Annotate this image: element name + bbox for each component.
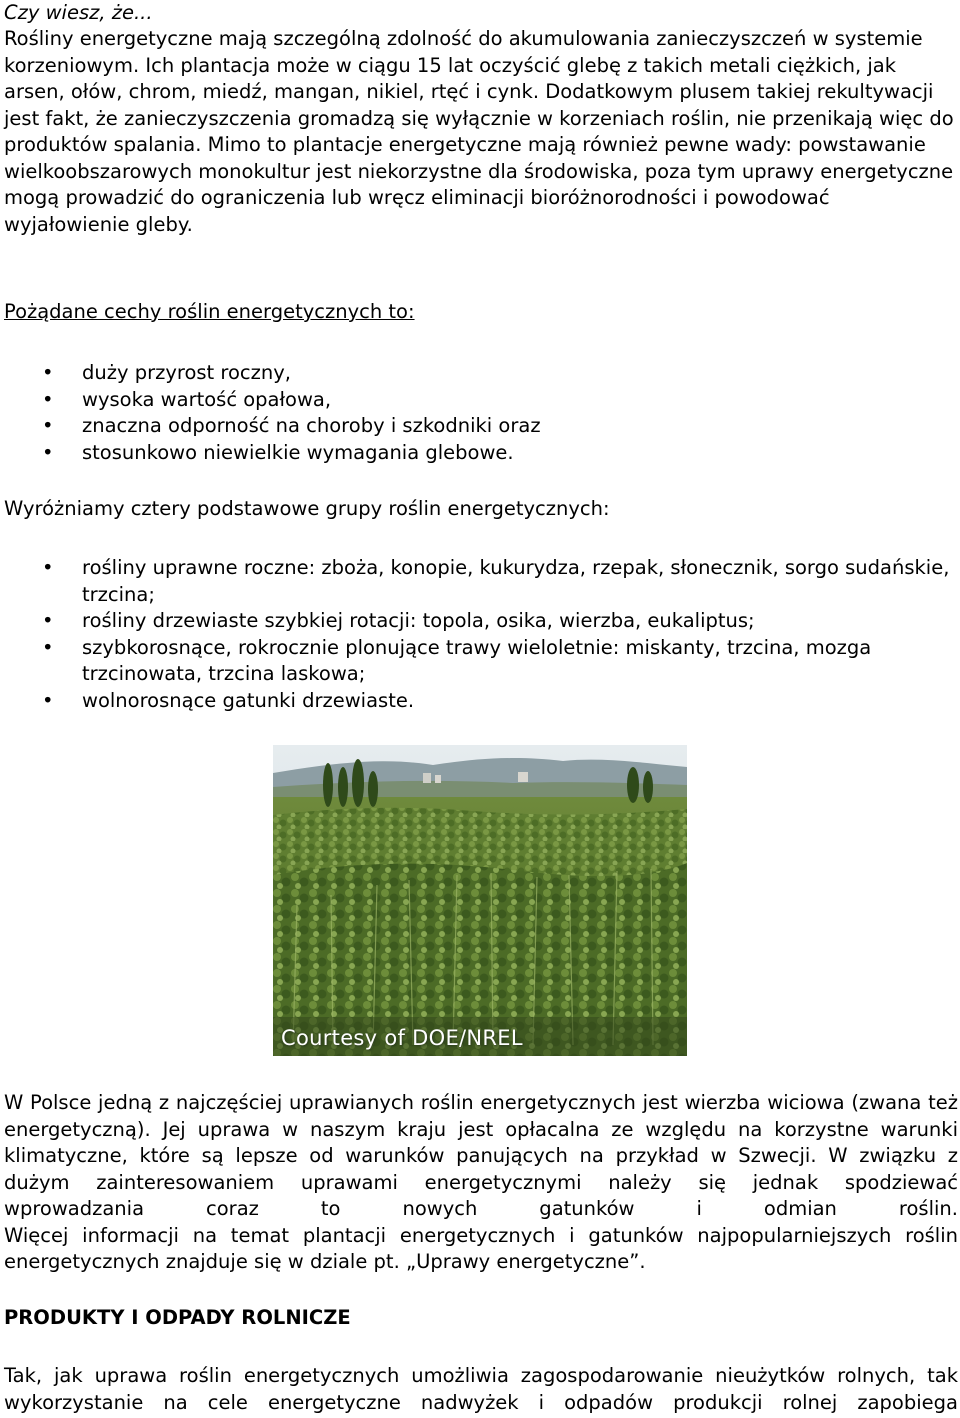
list-item [0, 688, 958, 715]
bullet-icon: • [42, 361, 54, 384]
products-paragraph-line1: Tak, jak uprawa roślin energetycznych umożliwia zagospodarowanie nieużytków rolnych, tak [4, 1364, 958, 1387]
did-you-know-heading: Czy wiesz, że... [4, 1, 153, 24]
bullet-icon: • [42, 440, 54, 464]
list-item-text: znaczna odporność na choroby i szkodniki oraz [82, 414, 541, 437]
list-item [0, 608, 958, 635]
products-paragraph [4, 1363, 958, 1416]
bullet-icon: • [42, 387, 54, 411]
bullet-icon: • [42, 556, 54, 579]
bullet-icon: • [42, 609, 54, 632]
features-heading: Pożądane cechy roślin energetycznych to: [4, 300, 415, 323]
products-heading: PRODUKTY I ODPADY ROLNICZE [4, 1306, 351, 1329]
list-item-text: szybkorosnące, rokrocznie plonujące trawy wieloletnie: miskanty, trzcina, mozga trzcinowata, trzcina laskowa; [82, 635, 872, 685]
list-item [0, 387, 958, 414]
intro-paragraph: Rośliny energetyczne mają szczególną zdolność do akumulowania zanieczyszczeń w systemie korzeniowym. Ich plantacja może w ciągu 15 lat oczyścić glebę z takich metali ciężkich, jak arsen, ołów, chrom, miedź, mangan, nikiel, rtęć i cynk. Dodatkowym plusem takiej rekultywacji jest fakt, że zanieczyszczenia gromadzą się wyłącznie w korzeniach roślin, nie przenikają więc do produktów spalania. Mimo to plantacje energetyczne mają również pewne wady: powstawanie wielkoobszarowych monokultur jest niekorzystne dla środowiska, poza tym uprawy energetyczne mogą prowadzić do ograniczenia lub wręcz eliminacji bioróżnorodności i powodować wyjałowienie gleby. [4, 27, 954, 236]
list-item-text: rośliny drzewiaste szybkiej rotacji: topola, osika, wierzba, eukaliptus; [82, 609, 755, 632]
list-item [0, 360, 958, 387]
list-item [0, 413, 958, 440]
list-item-text: stosunkowo niewielkie wymagania glebowe. [82, 440, 514, 464]
list-item-text: rośliny uprawne roczne: zboża, konopie, kukurydza, rzepak, słonecznik, sorgo sudańskie, trzcina; [82, 556, 950, 606]
list-item-text: duży przyrost roczny, [82, 361, 291, 384]
list-item-text: wolnorosnące gatunki drzewiaste. [82, 688, 415, 712]
photo-credit: Courtesy of DOE/NREL [281, 1025, 523, 1050]
bullet-icon: • [42, 688, 54, 712]
willow-plantation-photo [273, 745, 687, 1056]
features-list [0, 360, 958, 466]
poland-paragraph [4, 1090, 958, 1276]
list-item [0, 635, 958, 688]
plantation-image [273, 745, 687, 1056]
groups-heading: Wyróżniamy cztery podstawowe grupy roślin energetycznych: [4, 497, 610, 520]
list-item [0, 440, 958, 467]
list-item [0, 555, 958, 608]
poland-paragraph-part1: W Polsce jedną z najczęściej uprawianych roślin energetycznych jest wierzba wiciowa (zwana też energetyczną). Jej uprawa w naszym kraju jest opłacalna ze względu na korzystne warunki klimatyczne, które są lepsze od warunków panujących na przykład w Szwecji. W związku z dużym zainteresowaniem uprawami energetycznymi należy się jednak spodziewać wprowadzania coraz to nowych gatunków i odmian roślin. [4, 1091, 958, 1220]
list-item-text: wysoka wartość opałowa, [82, 387, 332, 411]
bullet-icon: • [42, 414, 54, 437]
bullet-icon: • [42, 635, 54, 659]
poland-paragraph-part2: Więcej informacji na temat plantacji energetycznych i gatunków najpopularniejszych roślin energetycznych znajduje się w dziale pt. „Uprawy energetyczne”. [4, 1223, 958, 1273]
groups-list [0, 555, 958, 714]
products-paragraph-line2: wykorzystanie na cele energetyczne nadwyżek i odpadów produkcji rolnej zapobiega [4, 1390, 958, 1414]
